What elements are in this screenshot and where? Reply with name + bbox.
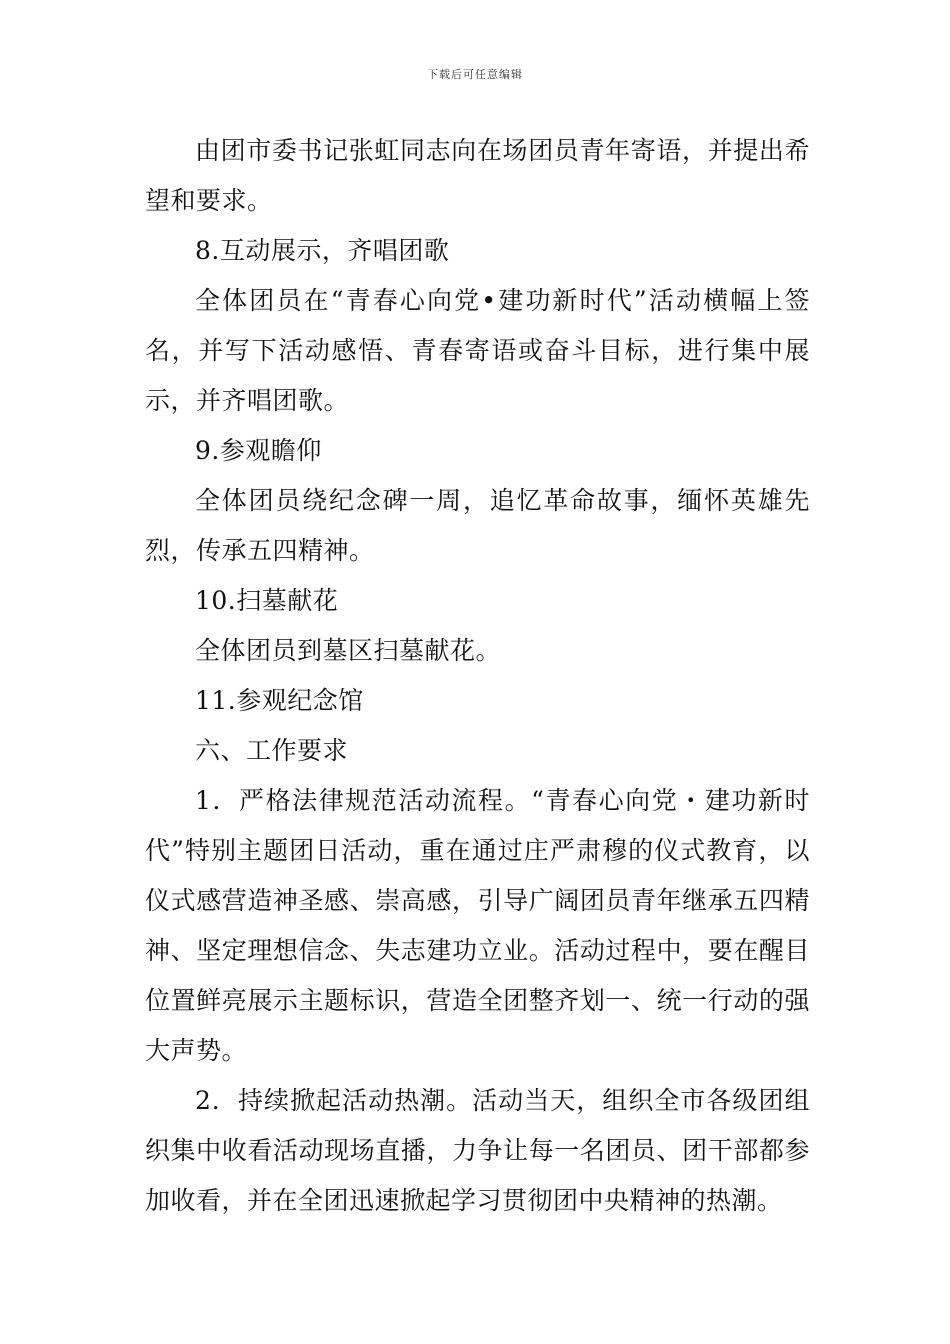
paragraph-signing: 全体团员在“青春心向党•建功新时代”活动横幅上签名，并写下活动感悟、青春寄语或奋斗目标，进行集中展示，并齐唱团歌。 [145, 286, 810, 415]
page-header: 下载后可任意编辑 [427, 68, 523, 81]
document-body [145, 126, 810, 1226]
section-heading-10: 10.扫墓献花 [195, 586, 339, 615]
paragraph-tomb: 全体团员到墓区扫墓献花。 [195, 636, 502, 665]
section-heading-9: 9.参观瞻仰 [195, 436, 322, 465]
paragraph-speech: 由团市委书记张虹同志向在场团员青年寄语，并提出希望和要求。 [145, 136, 810, 215]
section-heading-8: 8.互动展示，齐唱团歌 [195, 236, 450, 265]
section-heading-11: 11.参观纪念馆 [195, 686, 364, 715]
paragraph-requirement-1: 1．严格法律规范活动流程。“青春心向党・建功新时代”特别主题团日活动，重在通过庄严肃穆的仪式教育，以仪式感营造神圣感、崇高感，引导广阔团员青年继承五四精神、坚定理想信念、失志建功立业。活动过程中，要在醒目位置鲜亮展示主题标识，营造全团整齐划一、统一行动的强大声势。 [145, 786, 810, 1065]
paragraph-requirement-2: 2．持续掀起活动热潮。活动当天，组织全市各级团组织集中收看活动现场直播，力争让每一名团员、团干部都参加收看，并在全团迅速掀起学习贯彻团中央精神的热潮。 [145, 1086, 810, 1215]
paragraph-memorial: 全体团员绕纪念碑一周，追忆革命故事，缅怀英雄先烈，传承五四精神。 [145, 486, 810, 565]
section-heading-requirements: 六、工作要求 [195, 736, 349, 765]
